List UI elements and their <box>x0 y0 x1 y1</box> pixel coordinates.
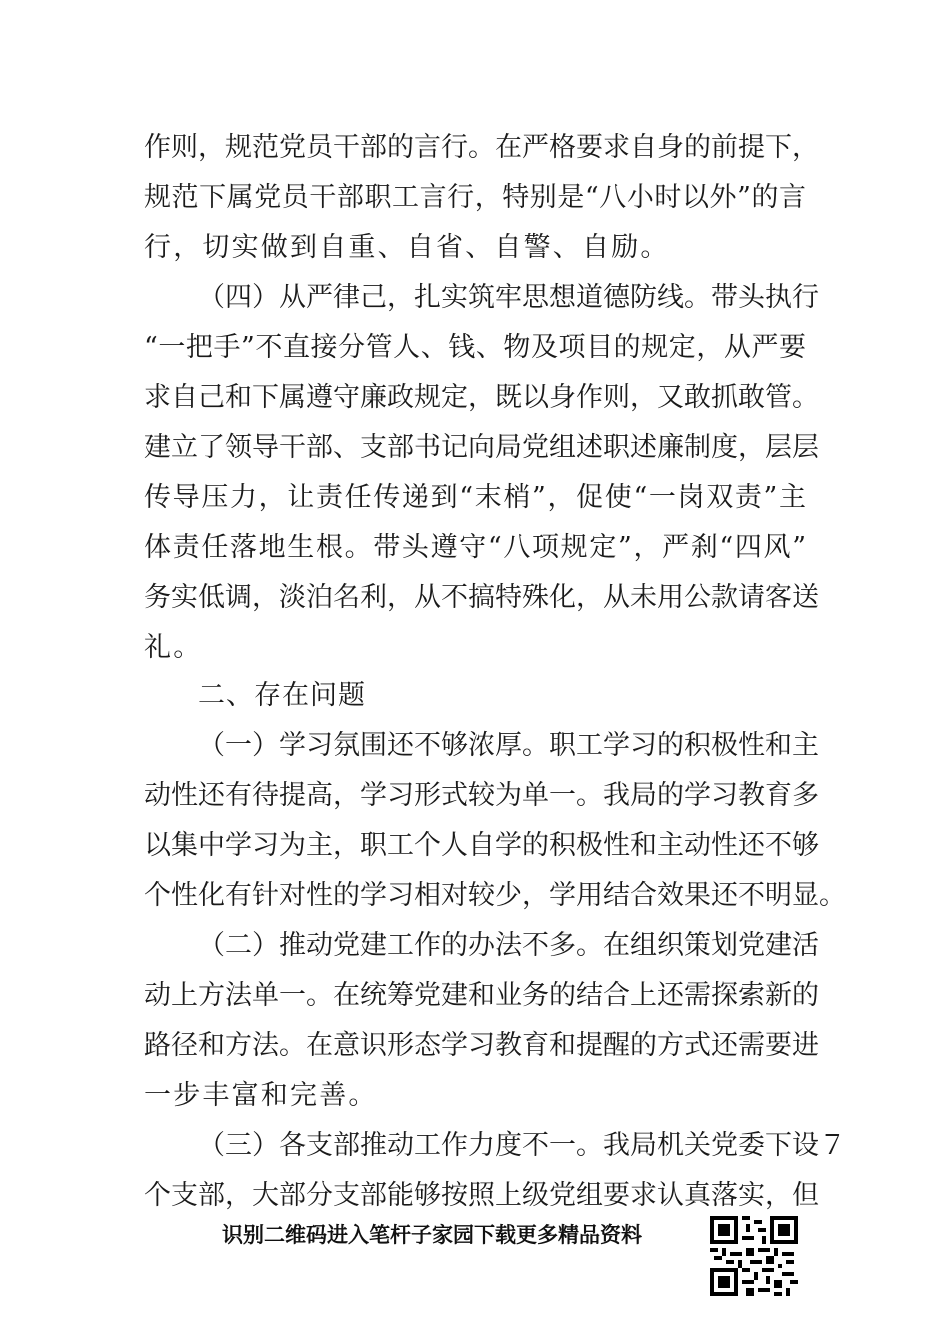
body-line: 动上方法单一。在统筹党建和业务的结合上还需探索新的 <box>144 980 819 1011</box>
body-line: 作则，规范党员干部的言行。在严格要求自身的前提下， <box>144 132 819 163</box>
body-line: 求自己和下属遵守廉政规定，既以身作则，又敢抓敢管。 <box>144 382 819 413</box>
paragraph-start: （二）推动党建工作的办法不多。在组织策划党建活 <box>198 930 819 961</box>
section-heading: 二、存在问题 <box>198 680 366 711</box>
paragraph-start: （四）从严律己，扎实筑牢思想道德防线。带头执行 <box>198 282 819 313</box>
body-line: “一把手”不直接分管人、钱、物及项目的规定，从严要 <box>144 332 806 363</box>
body-line: 以集中学习为主，职工个人自学的积极性和主动性还不够 <box>144 830 819 861</box>
paragraph-start: （三）各支部推动工作力度不一。我局机关党委下设７ <box>198 1130 846 1161</box>
body-line: 体责任落地生根。带头遵守“八项规定”，严刹“四风” <box>144 532 806 563</box>
body-line: 务实低调，淡泊名利，从不搞特殊化，从未用公款请客送 <box>144 582 819 613</box>
qr-code-icon[interactable] <box>710 1216 798 1296</box>
paragraph-start: （一）学习氛围还不够浓厚。职工学习的积极性和主 <box>198 730 819 761</box>
body-line: 动性还有待提高，学习形式较为单一。我局的学习教育多 <box>144 780 819 811</box>
body-line: 路径和方法。在意识形态学习教育和提醒的方式还需要进 <box>144 1030 819 1061</box>
body-line: 个支部，大部分支部能够按照上级党组要求认真落实，但 <box>144 1180 819 1211</box>
body-line: 传导压力，让责任传递到“末梢”，促使“一岗双责”主 <box>144 482 806 513</box>
footer-promo-text: 识别二维码进入笔杆子家园下载更多精品资料 <box>222 1223 642 1247</box>
body-line: 礼。 <box>144 632 203 663</box>
body-line: 个性化有针对性的学习相对较少，学用结合效果还不明显。 <box>144 880 846 911</box>
body-line: 建立了领导干部、支部书记向局党组述职述廉制度，层层 <box>144 432 819 463</box>
body-line: 一步丰富和完善。 <box>144 1080 378 1111</box>
body-line: 规范下属党员干部职工言行，特别是“八小时以外”的言 <box>144 182 806 213</box>
body-line: 行，切实做到自重、自省、自警、自励。 <box>144 232 670 263</box>
